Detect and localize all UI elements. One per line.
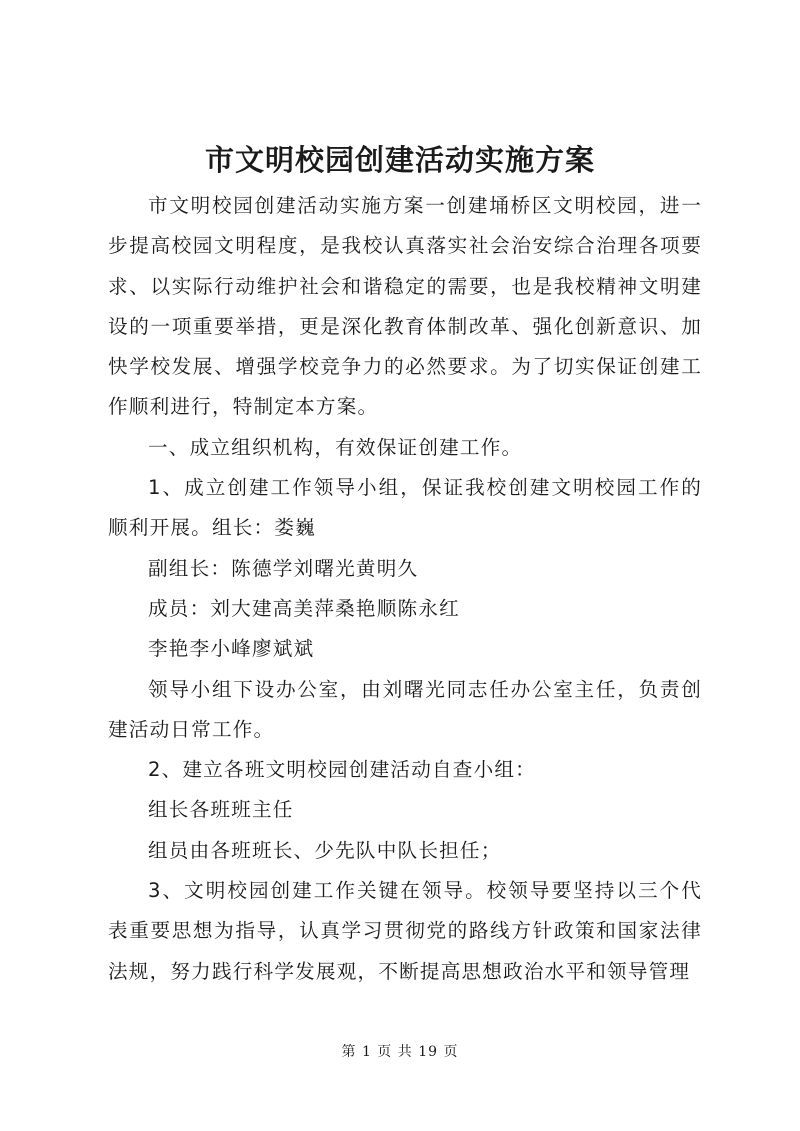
paragraph-section-1-heading: 一、成立组织机构，有效保证创建工作。 [148,435,523,459]
paragraph-group-leader: 组长各班班主任 [148,798,294,822]
page-number-footer: 第 1 页 共 19 页 [341,1044,459,1060]
paragraph-group-members: 组员由各班班长、少先队中队长担任； [148,838,502,862]
paragraph-item-2: 2、建立各班文明校园创建活动自查小组： [148,758,536,782]
paragraph-office: 领导小组下设办公室，由刘曙光同志任办公室主任，负责创建活动日常工作。 [108,677,702,741]
paragraph-item-1: 1、成立创建工作领导小组，保证我校创建文明校园工作的顺利开展。组长：娄巍 [108,476,702,540]
document-body [108,186,702,992]
document-title: 市文明校园创建活动实施方案 [204,143,595,177]
paragraph-item-3: 3、文明校园创建工作关键在领导。校领导要坚持以三个代表重要思想为指导，认真学习贯彻党的路线方针政策和国家法律法规，努力践行科学发展观，不断提高思想政治水平和领导管理 [108,879,702,983]
paragraph-members-continued: 李艳李小峰廖斌斌 [148,637,315,661]
paragraph-members: 成员：刘大建高美萍桑艳顺陈永红 [148,596,460,620]
paragraph-deputy-leaders: 副组长：陈德学刘曙光黄明久 [148,556,419,580]
paragraph-intro: 市文明校园创建活动实施方案一创建埇桥区文明校园，进一步提高校园文明程度，是我校认真落实社会治安综合治理各项要求、以实际行动维护社会和谐稳定的需要，也是我校精神文明建设的一项重要举措，更是深化教育体制改革、强化创新意识、加快学校发展、增强学校竞争力的必然要求。为了切实保证创建工作顺利进行，特制定本方案。 [108,194,702,419]
